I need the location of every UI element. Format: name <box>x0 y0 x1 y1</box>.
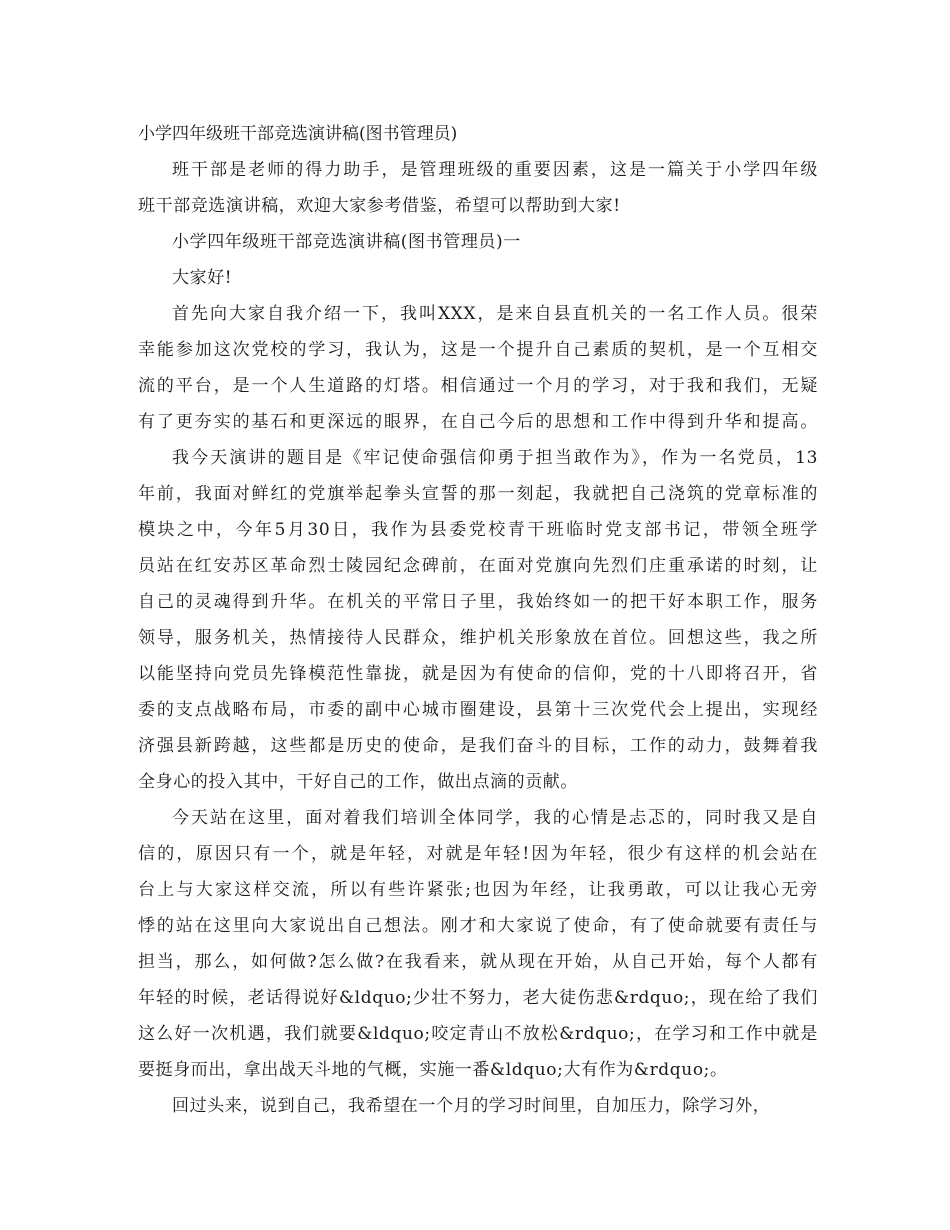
text-line: 担当，那么，如何做?怎么做?在我看来，就从现在开始，从自己开始，每个人都有 <box>138 952 818 972</box>
text-line: 幸能参加这次党校的学习，我认为，这是一个提升自己素质的契机，是一个互相交 <box>138 340 818 360</box>
text-line: 班干部竞选演讲稿，欢迎大家参考借鉴，希望可以帮助到大家! <box>138 196 621 216</box>
text-line: 自己的灵魂得到升华。在机关的平常日子里，我始终如一的把干好本职工作，服务 <box>138 592 818 612</box>
text-line: 信的，原因只有一个，就是年轻，对就是年轻!因为年轻，很少有这样的机会站在 <box>138 844 818 864</box>
paragraph-self-intro <box>138 296 818 440</box>
paragraph-youth <box>138 800 818 1088</box>
text-line: 今天站在这里，面对着我们培训全体同学，我的心情是忐忑的，同时我又是自 <box>172 808 818 828</box>
paragraph-greeting <box>138 260 818 296</box>
text-line: 年前，我面对鲜红的党旗举起拳头宣誓的那一刻起，我就把自己浇筑的党章标准的 <box>138 484 818 504</box>
text-line: 员站在红安苏区革命烈士陵园纪念碑前，在面对党旗向先烈们庄重承诺的时刻，让 <box>138 556 818 576</box>
text-line: 济强县新跨越，这些都是历史的使命，是我们奋斗的目标，工作的动力，鼓舞着我 <box>138 736 818 756</box>
section-heading <box>138 224 818 260</box>
paragraph-speech-topic <box>138 440 818 800</box>
text-line: 我今天演讲的题目是《牢记使命强信仰勇于担当敢作为》，作为一名党员，13 <box>172 448 818 468</box>
text-line: 悸的站在这里向大家说出自己想法。刚才和大家说了使命，有了使命就要有责任与 <box>138 916 818 936</box>
text-line: 回过头来，说到自己，我希望在一个月的学习时间里，自加压力，除学习外， <box>172 1096 771 1116</box>
text-line: 首先向大家自我介绍一下，我叫XXX，是来自县直机关的一名工作人员。很荣 <box>172 304 818 324</box>
text-line: 模块之中，今年5月30日，我作为县委党校青干班临时党支部书记，带领全班学 <box>138 520 818 540</box>
document-title: 小学四年级班干部竞选演讲稿(图书管理员) <box>138 124 458 144</box>
text-line: 大家好! <box>172 268 233 288</box>
document-body <box>138 116 818 1124</box>
text-line: 流的平台，是一个人生道路的灯塔。相信通过一个月的学习，对于我和我们，无疑 <box>138 376 818 396</box>
text-line: 台上与大家这样交流，所以有些许紧张;也因为年经，让我勇敢，可以让我心无旁 <box>138 880 818 900</box>
text-line: 有了更夯实的基石和更深远的眼界，在自己今后的思想和工作中得到升华和提高。 <box>138 412 818 432</box>
text-line: 领导，服务机关，热情接待人民群众，维护机关形象放在首位。回想这些，我之所 <box>138 628 818 648</box>
text-line: 以能坚持向党员先锋模范性靠拢，就是因为有使命的信仰，党的十八即将召开，省 <box>138 664 818 684</box>
paragraph-closing <box>138 1088 818 1124</box>
text-line: 这么好一次机遇，我们就要&ldquo;咬定青山不放松&rdquo;，在学习和工作中就是 <box>138 1024 818 1044</box>
text-line: 要挺身而出，拿出战天斗地的气概，实施一番&ldquo;大有作为&rdquo;。 <box>138 1060 728 1080</box>
paragraph-intro <box>138 152 818 224</box>
text-line: 全身心的投入其中，干好自己的工作，做出点滴的贡献。 <box>138 772 578 792</box>
text-line: 小学四年级班干部竞选演讲稿(图书管理员)一 <box>172 232 521 252</box>
text-line: 年轻的时候，老话得说好&ldquo;少壮不努力，老大徒伤悲&rdquo;，现在给了我们 <box>138 988 818 1008</box>
text-line: 委的支点战略布局，市委的副中心城市圈建设，县第十三次党代会上提出，实现经 <box>138 700 818 720</box>
text-line: 班干部是老师的得力助手，是管理班级的重要因素，这是一篇关于小学四年级 <box>172 160 818 180</box>
